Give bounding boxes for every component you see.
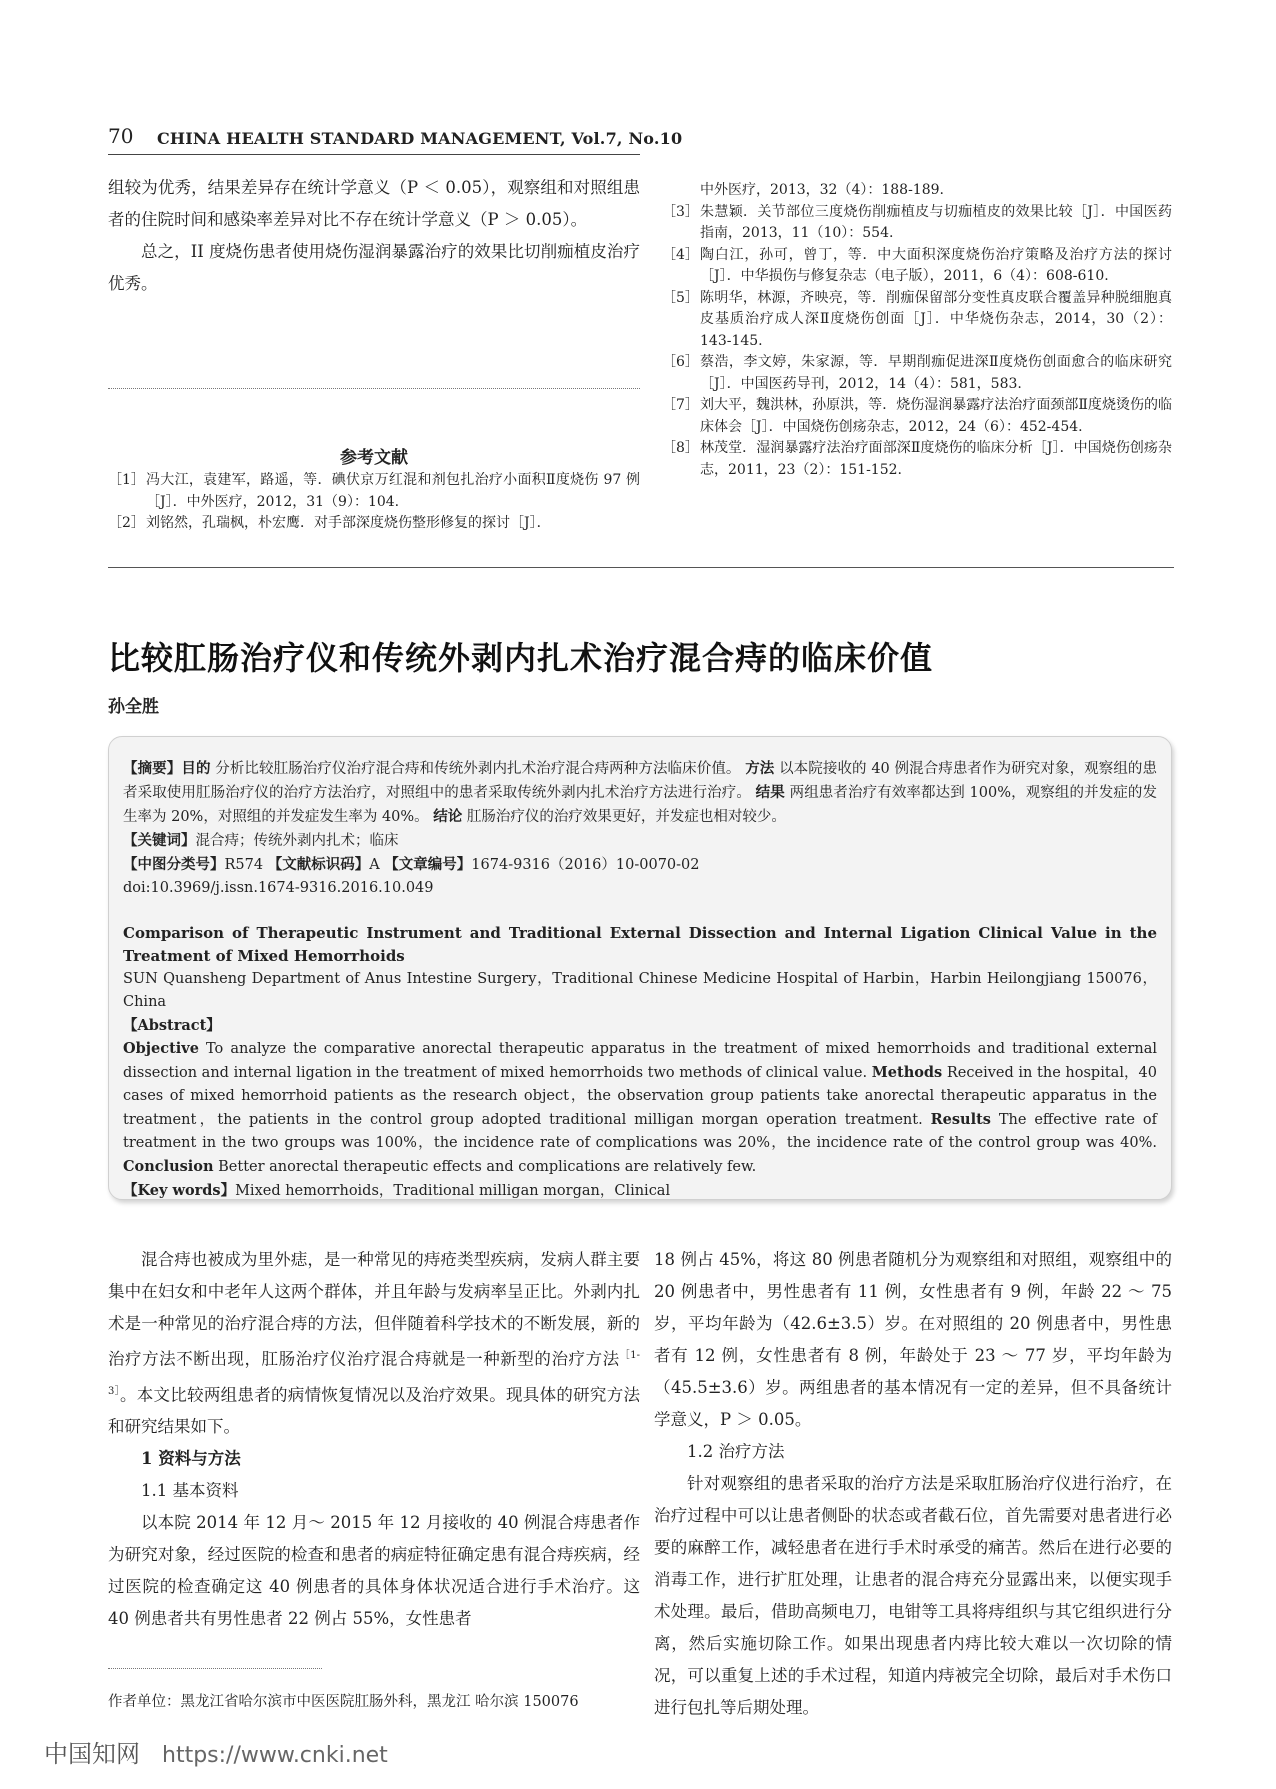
abstract-box <box>108 736 1172 1200</box>
en-methods-text: Received in the hospital，40 cases of mixed hemorrhoid patients as the research object，the observation group patients take anorectal therapeutic apparatus in the treatment，the patients in the control group adopted traditional milligan morgan operation treatment. <box>123 1065 1157 1128</box>
reference-item: 中外医疗，2013，32（4）：188-189. <box>700 182 944 198</box>
body-left-column <box>108 1244 640 1635</box>
en-results-text: The effective rate of treatment in the two groups was 100%，the incidence rate of complications was 20%，the incidence rate of the control group was 40%. <box>123 1112 1158 1151</box>
intro-paragraph: 混合痔也被成为里外痣，是一种常见的痔疮类型疾病，发病人群主要集中在妇女和中老年人这两个群体，并且年龄与发病率呈正比。外剥内扎术是一种常见的治疗混合痔的方法，但伴随着科学技术的不断发展，新的治疗方法不断出现，肛肠治疗仪治疗混合痔就是一种新型的治疗方法$^{[1-3]}$。本文比较两组患者的病情恢复情况以及治疗效果。现具体的研究方法和研究结果如下。 <box>108 1250 641 1436</box>
abstract-english <box>123 922 1157 1203</box>
clc-value: R574 <box>224 857 264 873</box>
conclusion-label: 结论 <box>433 808 463 825</box>
reference-item: ［8］ 林茂堂．湿润暴露疗法治疗面部深Ⅱ度烧伤的临床分析［J］．中国烧伤创疡杂志，2011，23（2）：151-152. <box>662 440 1172 478</box>
en-objective-label: Objective <box>123 1040 199 1057</box>
clc-label: 【中图分类号】 <box>123 856 225 873</box>
prev-paragraph: 总之，II 度烧伤患者使用烧伤湿润暴露治疗的效果比切削痂植皮治疗优秀。 <box>108 242 640 293</box>
doi: doi:10.3969/j.issn.1674-9316.2016.10.049 <box>123 880 434 896</box>
en-keywords-label: 【Key words】 <box>123 1182 236 1199</box>
cnki-watermark <box>44 1734 388 1769</box>
cnki-brand: 中国知网 <box>44 1740 140 1768</box>
references-right <box>662 180 1172 481</box>
page-number: 70 <box>108 124 134 148</box>
body-paragraph: 针对观察组的患者采取的治疗方法是采取肛肠治疗仪进行治疗，在治疗过程中可以让患者侧卧的状态或者截石位，首先需要对患者进行必要的麻醉工作，减轻患者在进行手术时承受的痛苦。然后在进行必要的消毒工作，进行扩肛处理，让患者的混合痔充分显露出来，以便实现手术处理。最后，借助高频电刀，电钳等工具将痔组织与其它组织进行分离，然后实施切除工作。如果出现患者内痔比较大难以一次切除的情况，可以重复上述的手术过程，知道内痔被完全切除，最后对手术伤口进行包扎等后期处理。 <box>654 1474 1172 1717</box>
subsection-heading: 1.1 基本资料 <box>141 1481 239 1500</box>
prev-article-conclusion <box>108 172 640 300</box>
footnote-rule <box>108 1668 322 1669</box>
english-affiliation: SUN Quansheng Department of Anus Intestine Surgery，Traditional Chinese Medicine Hospital of Harbin，Harbin Heilongjiang 150076，China <box>123 971 1157 1010</box>
articleno-value: 1674-9316（2016）10-0070-02 <box>471 857 700 873</box>
reference-item: ［7］ 刘大平，魏洪林，孙原洪，等．烧伤湿润暴露疗法治疗面颈部Ⅱ度烧烫伤的临床体会［J］．中国烧伤创疡杂志，2012，24（6）：452-454. <box>662 397 1172 435</box>
reference-item: ［3］ 朱慧颖．关节部位三度烧伤削痂植皮与切痂植皮的效果比较［J］．中国医药指南，2013，11（10）：554. <box>662 203 1172 241</box>
en-conclusion-label: Conclusion <box>123 1158 214 1175</box>
citation: ［1-3］ <box>108 1350 641 1397</box>
reference-item: ［1］ 冯大江，袁建军，路遥，等．碘伏京万红混和剂包扎治疗小面积Ⅱ度烧伤 97 例［J］．中外医疗，2012，31（9）：104. <box>108 472 640 510</box>
dotted-divider <box>108 388 640 389</box>
body-right-column <box>654 1244 1172 1724</box>
conclusion-text: 肛肠治疗仪的治疗效果更好，并发症也相对较少。 <box>466 809 786 825</box>
article-title: 比较肛肠治疗仪和传统外剥内扎术治疗混合痔的临床价值 <box>108 639 934 677</box>
reference-item: ［4］ 陶白江，孙可，曾丁，等．中大面积深度烧伤治疗策略及治疗方法的探讨［J］．中华损伤与修复杂志（电子版），2011，6（4）：608-610. <box>662 246 1172 284</box>
body-paragraph: 18 例占 45%，将这 80 例患者随机分为观察组和对照组，观察组中的 20 例患者中，男性患者有 11 例，女性患者有 9 例，年龄 22 ～ 75 岁，平均年龄为（42.6±3.5）岁。在对照组的 20 例患者中，男性患者有 12 例，女性患者有 8 例，年龄处于 23 ～ 77 岁，平均年龄为（45.5±3.6）岁。两组患者的基本情况有一定的差异，但不具备统计学意义，P ＞ 0.05。 <box>654 1250 1172 1429</box>
reference-item: ［6］ 蔡浩，李文婷，朱家源，等．早期削痂促进深Ⅱ度烧伤创面愈合的临床研究［J］．中国医药导刊，2012，14（4）：581，583. <box>662 354 1172 392</box>
abstract-chinese <box>123 757 1157 900</box>
en-objective-text: To analyze the comparative anorectal therapeutic apparatus in the treatment of mixed hemorrhoids and traditional external dissection and internal ligation in the treatment of mixed hemorrhoids two methods of clinical value. <box>123 1041 1157 1081</box>
english-title: Comparison of Therapeutic Instrument and Traditional External Dissection and Internal Ligation Clinical Value in the Treatment of Mixed Hemorrhoids <box>123 924 1157 965</box>
abstract-label: 【摘要】目的 <box>123 760 211 777</box>
section-heading: 1 资料与方法 <box>141 1449 241 1468</box>
english-abstract-label: 【Abstract】 <box>123 1017 221 1034</box>
subsection-heading: 1.2 治疗方法 <box>687 1442 785 1461</box>
body-paragraph: 以本院 2014 年 12 月～ 2015 年 12 月接收的 40 例混合痔患者作为研究对象，经过医院的检查和患者的病症特征确定患有混合痔疾病，经过医院的检查确定这 40 例患者的具体身体状况适合进行手术治疗。这 40 例患者共有男性患者 22 例占 55%，女性患者 <box>108 1513 640 1628</box>
en-conclusion-text: Better anorectal therapeutic effects and complications are relatively few. <box>213 1159 757 1175</box>
keywords-label: 【关键词】 <box>123 832 196 849</box>
en-methods-label: Methods <box>871 1064 943 1081</box>
doccode-label: 【文献标识码】 <box>267 856 370 873</box>
reference-item: ［5］ 陈明华，林源，齐映亮，等．削痂保留部分变性真皮联合覆盖异种脱细胞真皮基质治疗成人深Ⅱ度烧伤创面［J］．中华烧伤杂志，2014，30（2）：143-145. <box>662 289 1172 349</box>
en-results-label: Results <box>930 1111 991 1128</box>
cnki-url: https://www.cnki.net <box>162 1743 388 1768</box>
objective-text: 分析比较肛肠治疗仪治疗混合痔和传统外剥内扎术治疗混合痔两种方法临床价值。 <box>215 761 741 777</box>
keywords-text: 混合痔；传统外剥内扎术；临床 <box>195 833 399 849</box>
prev-paragraph: 组较为优秀，结果差异存在统计学意义（P ＜ 0.05），观察组和对照组患者的住院时间和感染率差异对比不存在统计学意义（P ＞ 0.05）。 <box>108 178 640 229</box>
doccode-value: A <box>369 857 380 873</box>
article-separator <box>108 567 1174 568</box>
header-rule <box>108 154 640 155</box>
results-label: 结果 <box>755 784 785 801</box>
methods-label: 方法 <box>745 760 775 777</box>
references-left <box>108 470 640 535</box>
methods-text: 以本院接收的 40 例混合痔患者作为研究对象，观察组的患者采取使用肛肠治疗仪的治疗方法治疗，对照组中的患者采取传统外剥内扎术治疗方法进行治疗。 <box>123 761 1158 801</box>
article-author: 孙全胜 <box>108 697 159 717</box>
author-affiliation-footnote: 作者单位：黑龙江省哈尔滨市中医医院肛肠外科，黑龙江 哈尔滨 150076 <box>108 1694 579 1710</box>
results-text: 两组患者治疗有效率都达到 100%，观察组的并发症的发生率为 20%，对照组的并发症发生率为 40%。 <box>123 785 1158 825</box>
reference-item: ［2］ 刘铭然，孔瑞枫，朴宏鹰．对手部深度烧伤整形修复的探讨［J］． <box>108 515 551 531</box>
journal-header: CHINA HEALTH STANDARD MANAGEMENT, Vol.7, No.10 <box>157 129 683 148</box>
articleno-label: 【文章编号】 <box>384 856 472 873</box>
references-title: 参考文献 <box>340 448 408 468</box>
en-keywords-text: Mixed hemorrhoids，Traditional milligan morgan，Clinical <box>235 1183 671 1199</box>
